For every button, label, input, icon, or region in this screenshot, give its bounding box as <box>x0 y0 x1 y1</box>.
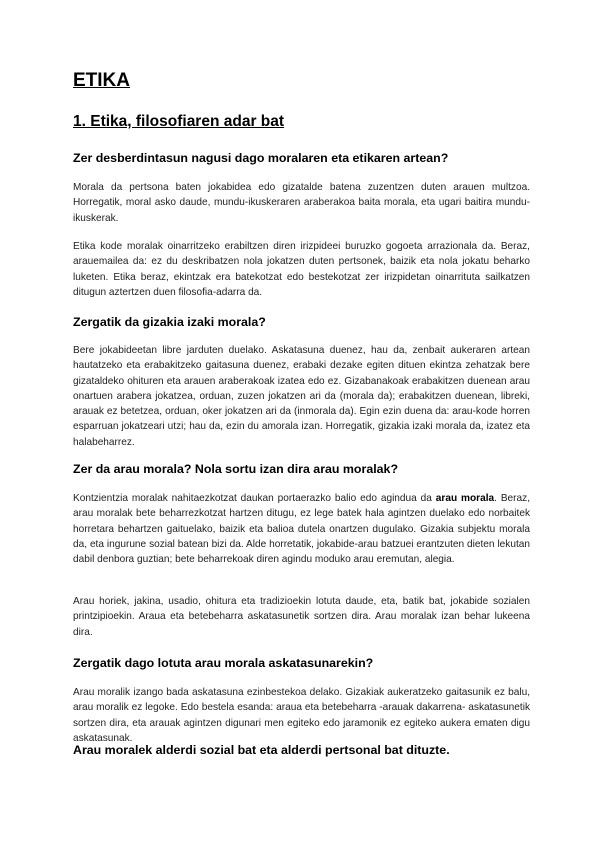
question-heading-moral-norm: Zer da arau morala? Nola sortu izan dira arau moralak? <box>73 462 399 476</box>
paragraph-norms-and-customs: Arau horiek, jakina, usadio, ohitura eta tradizioekin lotuta daude, eta, batik bat, jokabide sozialen printzipioekin. Araua eta betebeharra askatasunetik sortzen dira. Arau moralak izan behar lukeena dira. <box>73 596 530 638</box>
document-title: ETIKA <box>73 70 130 91</box>
question-heading-norm-freedom: Zergatik dago lotuta arau morala askatasunarekin? <box>73 656 374 670</box>
moral-norm-text-start: Kontzientzia moralak nahitaezkotzat daukan portaerazko balio edo agindua da <box>73 493 436 504</box>
moral-norm-text-end: . Beraz, arau moralak bete beharrezkotzat hartzen ditugu, ez lege batek hala agintzen duelako edo norbaitek horretara behartzen gaituelako, baizik eta balioa dutela onartzen dugulako. Gizakia subjektu morala da, eta ingurune sozial batean bizi da. Alde horretatik, jokabide-arau batzuei erantzuten dieten lekutan dabil denbora guztian; bete beharrekoak diren agindu moduko arau eremutan, alegia. <box>73 493 530 566</box>
question-heading-moral-vs-ethics: Zer desberdintasun nagusi dago moralaren eta etikaren artean? <box>73 151 449 165</box>
moral-norm-term: arau morala <box>435 493 495 504</box>
section-title: 1. Etika, filosofiaren adar bat <box>73 113 285 130</box>
paragraph-ethics-definition: Etika kode moralak oinarritzeko erabiltzen diren irizpideei buruzko gogoeta arrazionala da. Beraz, arauemailea da: ez du deskribatzen nola jokatzen duten pertsonek, baizik eta nola jokatu beharko luketen. Etika beraz, ekintzak era batekotzat edo bestekotzat zer irizpidetan oinarrituta sailkatzen ditugun aztertzen duen filosofia-adarra da. <box>73 241 530 298</box>
closing-statement: Arau moralek alderdi sozial bat eta alderdi pertsonal bat dituzte. <box>73 743 450 757</box>
paragraph-moral-being: Bere jokabideetan libre jarduten duelako. Askatasuna duenez, hau da, zenbait aukeraren artean hautatzeko eta erabakitzeko gaitasuna duenez, erabaki dezake egiten dituen ekintza zehatzak bere gizataldeko ohituren eta arauen araberakoak izatea edo ez. Gizabanakoak erabakitzen duenean arau onartuen arabera jokatzea, orduan, zuzen jokatzen ari da (morala da); erabakitzen duenean, libreki, arauak ez betetzea, orduan, oker jokatzen ari da (inmorala da). Egin ezin duena da: arau-kode horren esparruan jokatzeari utzi; hau da, ezin du amorala izan. Horregatik, gizakia izaki morala da, izatez eta halabeharrez. <box>73 345 530 448</box>
question-heading-moral-being: Zergatik da gizakia izaki morala? <box>73 315 266 329</box>
paragraph-norm-freedom: Arau moralik izango bada askatasuna ezinbestekoa delako. Gizakiak aukeratzeko gaitasunik ez balu, arau moralik ez legoke. Edo bestela esanda: araua eta betebeharra -arauak dakarrena- askatasunetik sortzen dira, eta arauak agintzen digunari men egiteko edo jaramonik ez egiteko aukera ematen digu askatasunak. <box>73 687 530 744</box>
paragraph-moral-norm <box>73 491 530 567</box>
paragraph-moral-definition: Morala da pertsona baten jokabidea edo gizatalde batena zuzentzen duten arauen multzoa. Horregatik, moral asko daude, mundu-ikuskeraren araberakoa baita morala, eta ugari baitira mundu-ikuskerak. <box>73 182 530 224</box>
